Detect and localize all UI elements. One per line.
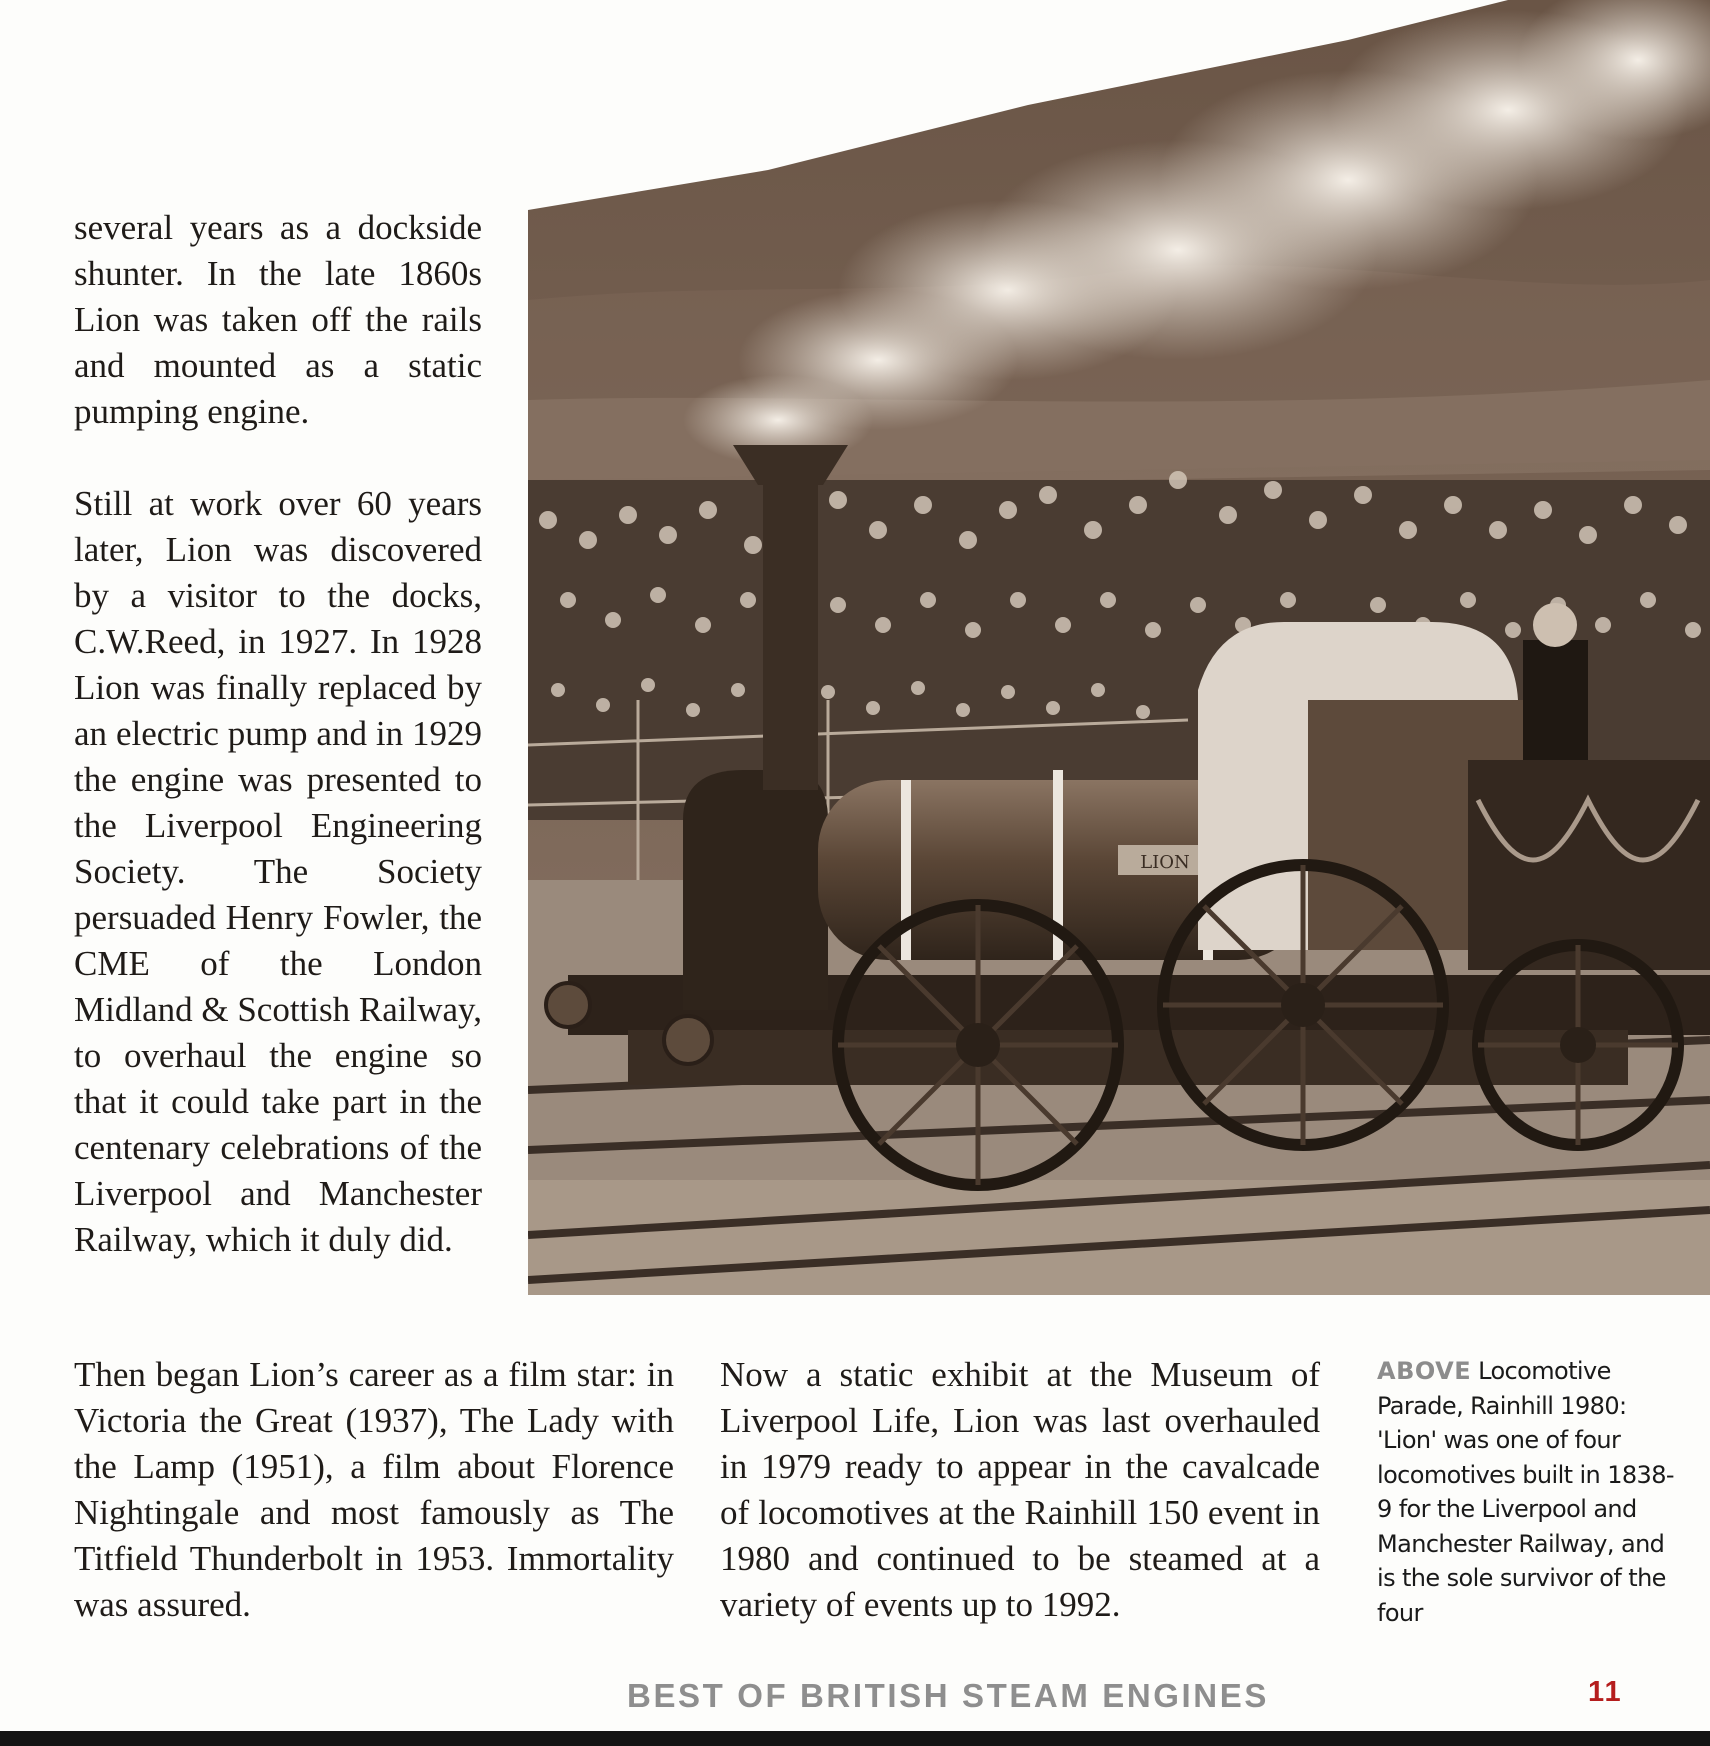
body-paragraph-4: Now a static exhibit at the Museum of Liverpool Life, Lion was last overhauled in 1979 ready to appear in the cavalcade of locomotives at the Rainhill 150 event in 1980 and continued to be steamed at a variety of events up to 1992. [720,1355,1320,1624]
caption-lead: ABOVE [1377,1357,1472,1385]
caption-text: Locomotive Parade, Rainhill 1980: 'Lion' was one of four locomotives built in 1838-9 for the Liverpool and Manchester Railway, and is the sole survivor of the four [1377,1357,1674,1627]
body-paragraph-2: Still at work over 60 years later, Lion was discovered by a visitor to the docks, C.W.Reed, in 1927. In 1928 Lion was finally replaced by an electric pump and in 1929 the engine was presented to the Liverpool Engineering Society. The Society persuaded Henry Fowler, the CME of the London Midland & Scottish Railway, to overhaul the engine so that it could take part in the centenary celebrations of the Liverpool and Manchester Railway, which it duly did. [74,484,482,1259]
footer-publication-title: BEST OF BRITISH STEAM ENGINES [627,1677,1269,1714]
nameplate-text: LION [1140,852,1190,873]
body-paragraph-1: several years as a dockside shunter. In the late 1860s Lion was taken off the rails and mounted as a static pumping engine. [74,208,482,431]
locomotive-parade-photo [528,0,1710,1295]
page-bottom-edge [0,1731,1710,1746]
body-paragraph-3: Then began Lion’s career as a film star: in Victoria the Great (1937), The Lady with the Lamp (1951), a film about Florence Nightingale and most famously as The Titfield Thunderbolt in 1953. Immortality was assured. [74,1355,674,1624]
photo-caption [1377,1354,1677,1630]
page-number: 11 [1588,1676,1623,1708]
